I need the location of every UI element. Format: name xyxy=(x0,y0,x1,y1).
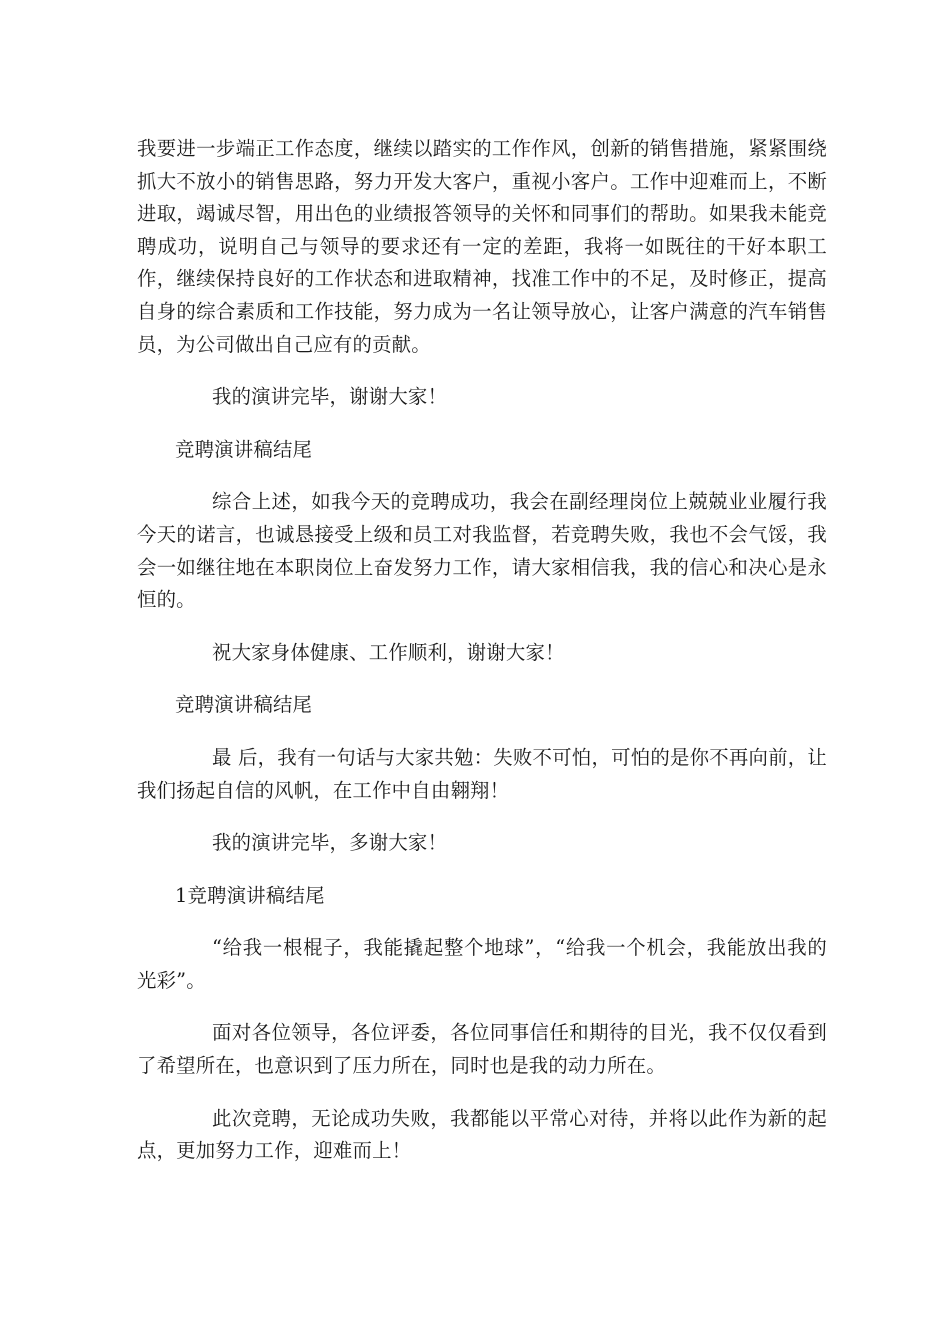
paragraph-closing-thanks: 我的演讲完毕，多谢大家！ xyxy=(212,831,448,855)
section-heading: 竞聘演讲稿结尾 xyxy=(175,437,313,461)
paragraph-wishes: 祝大家身体健康、工作顺利，谢谢大家！ xyxy=(212,640,565,664)
paragraph-resolve: 此次竞聘，无论成功失败，我都能以平常心对待，并将以此作为新的起点，更加努力工作，迎难而上！ xyxy=(137,1106,827,1163)
paragraph-quote: “给我一根棍子，我能撬起整个地球”，“给我一个机会，我能放出我的光彩”。 xyxy=(137,936,827,992)
section-heading: 竞聘演讲稿结尾 xyxy=(175,693,313,717)
section-heading: 1竞聘演讲稿结尾 xyxy=(175,883,325,907)
paragraph-encouragement: 最 后，我有一句话与大家共勉：失败不可怕，可怕的是你不再向前，让我们扬起自信的风帆，在工作中自由翱翔！ xyxy=(137,745,827,802)
paragraph-summary: 综合上述，如我今天的竞聘成功，我会在副经理岗位上兢兢业业履行我今天的诺言，也诚恳接受上级和员工对我监督，若竞聘失败，我也不会气馁，我会一如继往地在本职岗位上奋发努力工作，请大家相信我，我的信心和决心是永恒的。 xyxy=(137,490,827,612)
paragraph-closing-thanks: 我的演讲完毕，谢谢大家！ xyxy=(212,385,448,409)
paragraph-commitment: 我要进一步端正工作态度，继续以踏实的工作作风，创新的销售措施，紧紧围绕抓大不放小的销售思路，努力开发大客户，重视小客户。工作中迎难而上，不断进取，竭诚尽智，用出色的业绩报答领导的关怀和同事们的帮助。如果我未能竞聘成功，说明自己与领导的要求还有一定的差距，我将一如既往的干好本职工作，继续保持良好的工作状态和进取精神，找准工作中的不足，及时修正，提高自身的综合素质和工作技能，努力成为一名让领导放心，让客户满意的汽车销售员，为公司做出自己应有的贡献。 xyxy=(137,137,827,356)
document-page xyxy=(137,133,827,1168)
paragraph-hope-pressure: 面对各位领导，各位评委，各位同事信任和期待的目光，我不仅仅看到了希望所在，也意识到了压力所在，同时也是我的动力所在。 xyxy=(137,1021,827,1078)
